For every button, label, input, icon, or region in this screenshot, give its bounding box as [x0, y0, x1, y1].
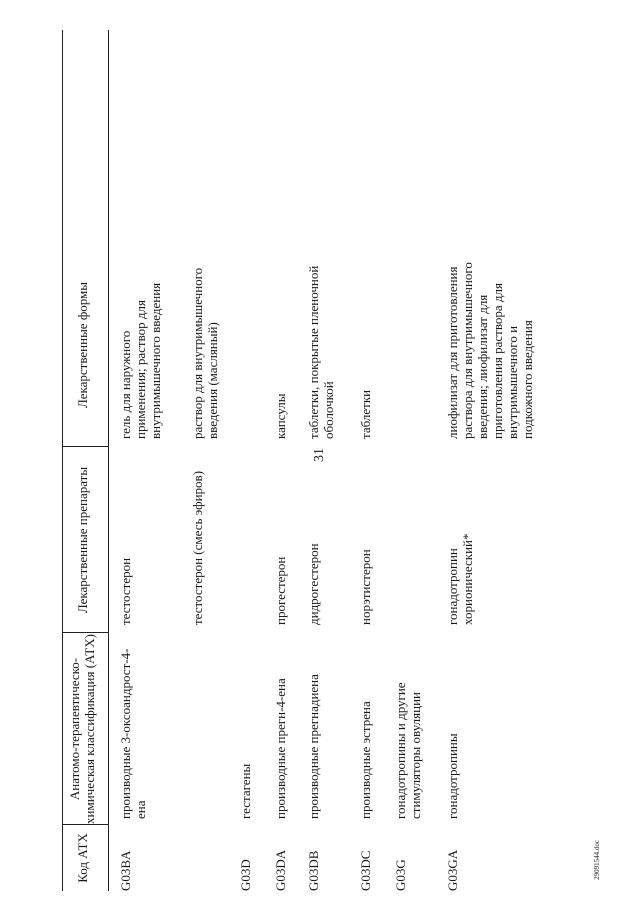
drug-name: норэтистерон: [358, 549, 373, 625]
atc-classification: гонадотропины: [445, 733, 460, 819]
atc-code: G03D: [238, 859, 253, 891]
dosage-form: таблетки, покрытые пленочной оболочкой: [306, 265, 336, 439]
atc-code: G03GA: [445, 849, 460, 891]
header-classification: Анатомо-терапевтическо-химическая классификация (АТХ): [67, 634, 97, 824]
atc-classification: производные прегн-4-ена: [273, 678, 288, 819]
dosage-form: раствор для внутримышечного введения (масляный): [190, 267, 220, 439]
drug-name: тестостерон: [118, 557, 133, 625]
atc-code: G03DA: [273, 849, 288, 891]
atc-classification: гестагены: [238, 763, 253, 819]
atc-classification: производные эстрена: [358, 701, 373, 819]
dosage-form: капсулы: [273, 393, 288, 439]
atc-code: G03BA: [118, 850, 133, 891]
dosage-form: таблетки: [358, 389, 373, 439]
atc-classification: производные 3-оксоандрост-4-ена: [118, 648, 148, 819]
atc-code: G03DC: [358, 850, 373, 891]
header-bottom-rule: [108, 30, 109, 891]
header-drugs: Лекарственные препараты: [74, 466, 90, 614]
atc-code: G03G: [393, 859, 408, 891]
header-forms: Лекарственные формы: [74, 281, 90, 409]
drug-name: гонадотропин хорионический*: [445, 533, 475, 625]
atc-classification: гонадотропины и другие стимуляторы овуляции: [393, 682, 423, 819]
drug-name: тестостерон (смесь эфиров): [190, 470, 205, 625]
drug-name: прогестерон: [273, 556, 288, 625]
drug-name: дидрогестерон: [306, 543, 321, 625]
page-number: 31: [312, 448, 327, 462]
dosage-form: гель для наружного применения; раствор для внутримышечного введения: [118, 282, 163, 439]
atc-classification: производные прегнадиена: [306, 674, 321, 819]
footer-filename: 29091544.doc: [593, 840, 601, 880]
dosage-form: лиофилизат для приготовления раствора для внутримышечного введения; лиофилизат для приготовления раствора для внутримышечного и подкожного введения: [445, 262, 535, 439]
header-code: Код АТХ: [74, 833, 90, 883]
atc-code: G03DB: [306, 850, 321, 891]
